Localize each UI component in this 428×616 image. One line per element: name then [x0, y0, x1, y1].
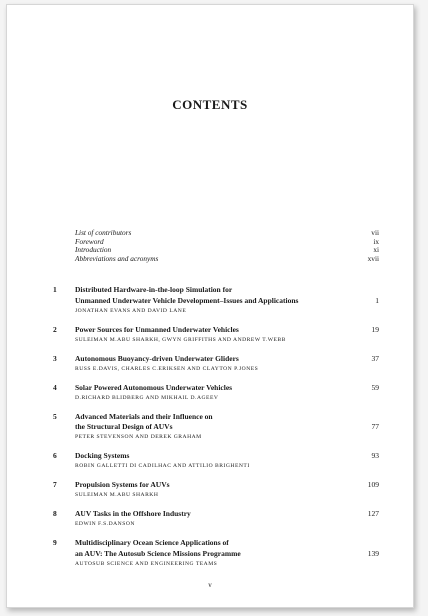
- chapter-page: 77: [371, 422, 379, 431]
- chapter-authors: RUSS E.DAVIS, CHARLES C.ERIKSEN AND CLAYTON P.JONES: [75, 365, 259, 372]
- chapter-number: 7: [53, 480, 57, 489]
- front-matter-item[interactable]: [75, 255, 379, 264]
- chapter-number: 5: [53, 411, 57, 421]
- chapter-title-line: Unmanned Underwater Vehicle Development–Issues and Applications: [75, 295, 299, 305]
- chapter-title: [75, 383, 349, 394]
- chapter-number: 8: [53, 509, 57, 518]
- chapter-title-line: Solar Powered Autonomous Underwater Vehicles: [75, 382, 233, 392]
- page-number: v: [208, 581, 212, 589]
- chapter-page: 93: [371, 451, 379, 460]
- front-matter-list: [75, 229, 379, 263]
- chapter-page: 109: [367, 480, 379, 489]
- chapter-page: 19: [371, 324, 379, 334]
- chapter-title-line: Docking Systems: [75, 451, 130, 460]
- front-matter-item[interactable]: [75, 238, 379, 247]
- chapter-title: [75, 538, 349, 559]
- front-matter-label: Introduction: [75, 245, 112, 254]
- front-matter-label: Foreword: [75, 236, 104, 246]
- chapter-title: [75, 325, 349, 336]
- chapter-authors: PETER STEVENSON AND DEREK GRAHAM: [75, 434, 202, 440]
- front-matter-page: xvii: [367, 253, 379, 263]
- chapter-page: 1: [375, 295, 379, 305]
- front-matter-item[interactable]: [75, 229, 379, 238]
- chapter-title: [75, 480, 349, 491]
- book-page: [6, 4, 414, 608]
- front-matter-page: ix: [373, 236, 379, 246]
- front-matter-label: List of contributors: [75, 228, 132, 237]
- chapter-number: 2: [53, 324, 57, 334]
- chapter-title-line: Multidisciplinary Ocean Science Applications of: [75, 538, 229, 547]
- chapter-title-line: Autonomous Buoyancy-driven Underwater Gliders: [75, 353, 239, 363]
- front-matter-page: vii: [371, 228, 379, 237]
- chapter-authors: SULEIMAN M.ABU SHARKH: [75, 492, 159, 498]
- chapter-authors: JONATHAN EVANS AND DAVID LANE: [75, 307, 187, 314]
- chapter-authors: AUTOSUB SCIENCE AND ENGINEERING TEAMS: [75, 560, 218, 567]
- chapter-page: 59: [371, 382, 379, 392]
- chapter-page: 139: [367, 548, 379, 558]
- chapter-page: 37: [371, 353, 379, 363]
- chapter-title-line: Power Sources for Unmanned Underwater Vehicles: [75, 324, 239, 334]
- chapter-number: 1: [53, 285, 57, 294]
- chapter-title-line: Advanced Materials and their Influence on: [75, 411, 213, 421]
- chapter-number: 9: [53, 538, 57, 547]
- chapter-authors: EDWIN F.S.DANSON: [75, 521, 135, 527]
- chapter-title-line: Propulsion Systems for AUVs: [75, 480, 170, 489]
- chapter-number: 6: [53, 451, 57, 460]
- chapter-title: [75, 285, 349, 306]
- chapter-page: 127: [367, 509, 379, 518]
- chapter-title-line: an AUV: The Autosub Science Missions Programme: [75, 548, 241, 558]
- chapter-number: 3: [53, 353, 57, 363]
- front-matter-page: xi: [373, 245, 379, 254]
- chapter-title: [75, 509, 349, 520]
- chapter-title-line: AUV Tasks in the Offshore Industry: [75, 509, 191, 518]
- front-matter-label: Abbreviations and acronyms: [75, 253, 159, 263]
- chapter-authors: D.RICHARD BLIDBERG AND MIKHAIL D.AGEEV: [75, 394, 219, 401]
- chapter-authors: SULEIMAN M.ABU SHARKH, GWYN GRIFFITHS AND ANDREW T.WEBB: [75, 336, 286, 343]
- chapter-title: [75, 451, 349, 462]
- chapter-number: 4: [53, 382, 57, 392]
- chapter-title-line: the Structural Design of AUVs: [75, 422, 173, 431]
- chapter-title: [75, 412, 349, 433]
- chapter-title-line: Distributed Hardware-in-the-loop Simulation for: [75, 285, 233, 294]
- chapter-title: [75, 354, 349, 365]
- page-title: CONTENTS: [172, 97, 248, 112]
- chapter-authors: ROBIN GALLETTI DI CADILHAC AND ATTILIO BRIGHENTI: [75, 463, 250, 469]
